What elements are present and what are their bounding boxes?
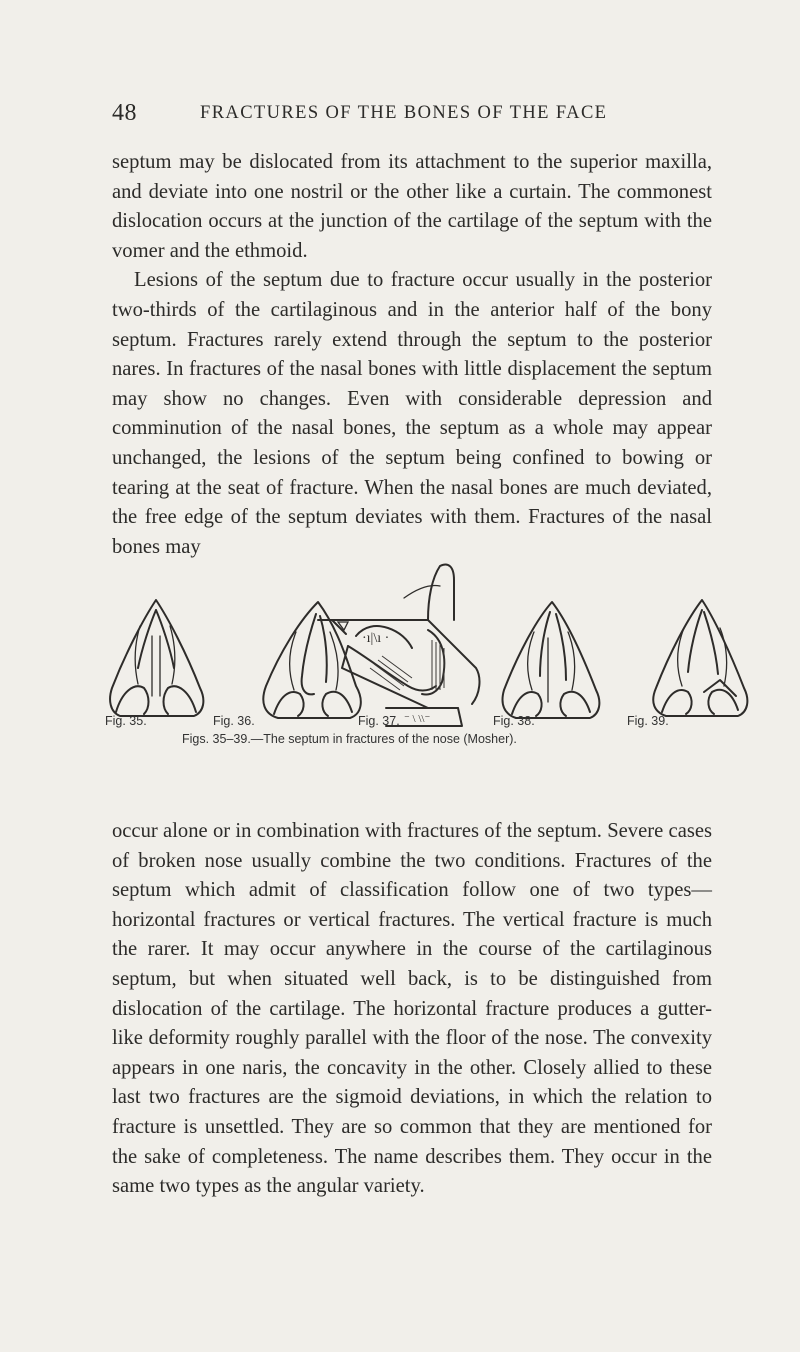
figure-label-39: Fig. 39. [627, 714, 669, 728]
figure-label-36: Fig. 36. [213, 714, 255, 728]
page-header [112, 100, 712, 134]
svg-text:⁻ \ \\⁻: ⁻ \ \\⁻ [404, 713, 431, 725]
figure-caption: Figs. 35–39.—The septum in fractures of the nose (Mosher). [182, 732, 517, 746]
svg-text:·ı|\ı ·: ·ı|\ı · [362, 631, 390, 646]
figure-label-35: Fig. 35. [105, 714, 147, 728]
paragraph: occur alone or in combination with fractures of the septum. Severe cases of broken nose usually combine the two conditions. Fractures of the septum which admit of classification follow one of two types—horizontal fractures or vertical fractures. The vertical fracture is much the rarer. It may occur anywhere in the course of the cartilaginous septum, but when situated well back, is to be distinguished from dislocation of the cartilage. The horizontal fracture produces a gutter-like deformity roughly parallel with the floor of the nose. The convexity appears in one naris, the concavity in the other. Closely allied to these last two fractures are the sigmoid deviations, in which the relation to fracture is unsettled. They are so common that they are mentioned for the sake of completeness. The name describes them. They occur in the same two types as the angular variety. [112, 820, 712, 1198]
figure-38-illustration [496, 598, 608, 722]
figure-label-38: Fig. 38. [493, 714, 535, 728]
page-number: 48 [112, 100, 137, 126]
figure-group [100, 558, 800, 758]
figure-35-illustration [104, 596, 208, 722]
paragraph: Lesions of the septum due to fracture occur usually in the posterior two-thirds of the cartilaginous and in the anterior half of the bony septum. Fractures rarely extend through the septum to the posterior nares. In fractures of the nasal bones with little displacement the septum may show no changes. Even with considerable depression and comminution of the nasal bones, the septum as a whole may appear unchanged, the lesions of the septum being confined to bowing or tearing at the seat of fracture. When the nasal bones are much deviated, the free edge of the septum deviates with them. Fractures of the nasal bones may [112, 269, 712, 558]
figure-label-37: Fig. 37. [358, 714, 400, 728]
body-text-top [112, 148, 712, 562]
figure-39-illustration [646, 596, 754, 722]
paragraph: septum may be dislocated from its attachment to the superior maxilla, and deviate into one nostril or the other like a curtain. The commonest dislocation occurs at the junction of the cartilage of the septum with the vomer and the ethmoid. [112, 151, 712, 262]
figure-37-illustration [308, 558, 504, 728]
body-text-bottom [112, 817, 712, 1202]
running-head: FRACTURES OF THE BONES OF THE FACE [200, 103, 608, 123]
